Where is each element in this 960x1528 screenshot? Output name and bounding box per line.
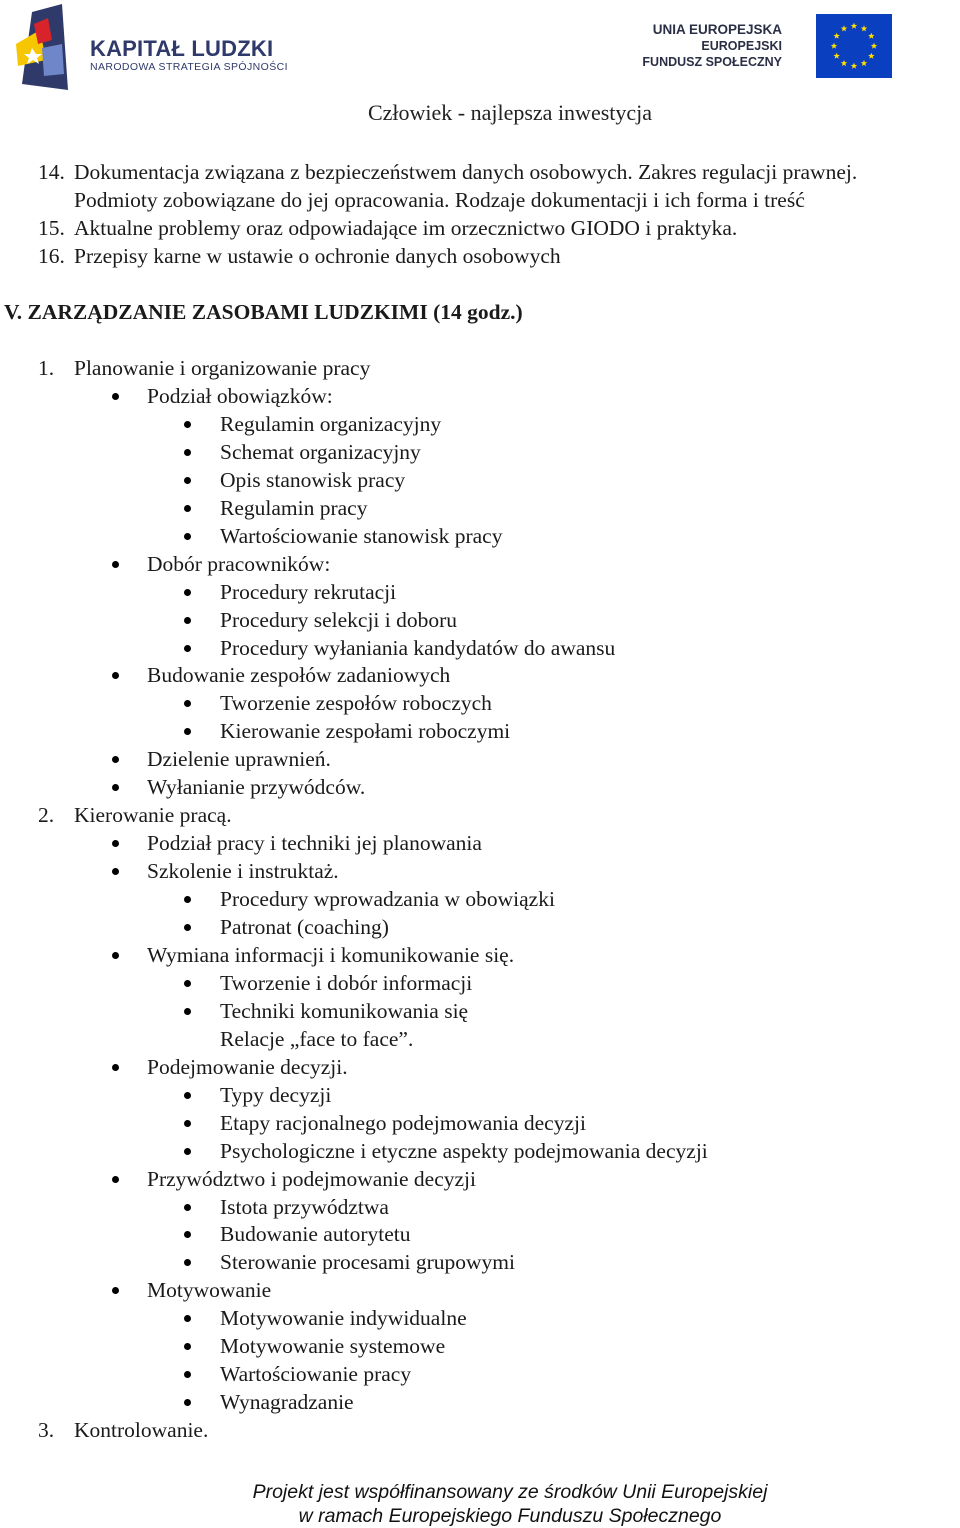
bullet-icon	[112, 561, 119, 568]
outline-item-number: 2.	[38, 803, 55, 828]
outline-item-text: Relacje „face to face”.	[220, 1026, 414, 1051]
outline-item-text: Wartościowanie pracy	[220, 1362, 412, 1387]
outline-item-text: Przywództwo i podejmowanie decyzji	[147, 1166, 476, 1191]
outline-item-text: Regulamin pracy	[220, 495, 368, 520]
outline-item-number: 3.	[38, 1418, 55, 1443]
bullet-icon	[184, 980, 191, 987]
bullet-icon	[184, 1148, 191, 1155]
bullet-icon	[184, 421, 191, 428]
outline-item-text: Procedury wyłaniania kandydatów do awansu	[220, 635, 616, 660]
outline-item-text: Psychologiczne i etyczne aspekty podejmowania decyzji	[220, 1138, 708, 1163]
outline-item-text: Wartościowanie stanowisk pracy	[220, 523, 503, 548]
outline-item-text: Podział pracy i techniki jej planowania	[147, 831, 482, 856]
intro-item-number: 15.	[38, 216, 65, 240]
intro-item-number: 16.	[38, 244, 65, 268]
outline-item-text: Kierowanie pracą.	[74, 803, 232, 828]
outline-item-text: Etapy racjonalnego podejmowania decyzji	[220, 1110, 586, 1135]
intro-item-text: Przepisy karne w ustawie o ochronie danych osobowych	[74, 244, 561, 268]
eu-logo-line1: UNIA EUROPEJSKA	[652, 22, 782, 37]
bullet-icon	[184, 533, 191, 540]
footer-line2: w ramach Europejskiego Funduszu Społecznego	[298, 1505, 722, 1527]
bullet-icon	[184, 1399, 191, 1406]
outline-item-text: Opis stanowisk pracy	[220, 467, 406, 492]
bullet-icon	[112, 672, 119, 679]
bullet-icon	[112, 393, 119, 400]
bullet-icon	[112, 840, 119, 847]
outline-item-text: Wyłanianie przywódców.	[147, 775, 366, 800]
bullet-icon	[112, 756, 119, 763]
outline-item-text: Procedury rekrutacji	[220, 579, 397, 604]
bullet-icon	[112, 784, 119, 791]
bullet-icon	[184, 1259, 191, 1266]
footer-line1: Projekt jest współfinansowany ze środków Unii Europejskiej	[252, 1481, 768, 1503]
bullet-icon	[112, 1176, 119, 1183]
section-heading: V. ZARZĄDZANIE ZASOBAMI LUDZKIMI (14 godz.)	[4, 300, 523, 324]
outline-item-text: Istota przywództwa	[220, 1194, 389, 1219]
bullet-icon	[184, 728, 191, 735]
outline-item-text: Budowanie zespołów zadaniowych	[147, 663, 451, 688]
outline-item-text: Regulamin organizacyjny	[220, 411, 442, 436]
bullet-icon	[112, 952, 119, 959]
eu-logo-text	[642, 22, 782, 70]
bullet-icon	[184, 505, 191, 512]
intro-item-14-continuation: Podmioty zobowiązane do jej opracowania. Rodzaje dokumentacji i ich forma i treść	[74, 188, 805, 212]
kapital-ludzki-title: KAPITAŁ LUDZKI	[90, 36, 274, 61]
outline-item-text: Procedury wprowadzania w obowiązki	[220, 887, 555, 912]
bullet-icon	[184, 896, 191, 903]
intro-item-number: 14.	[38, 160, 65, 184]
outline-item-text: Wymiana informacji i komunikowanie się.	[147, 942, 515, 967]
outline-item-number: 1.	[38, 356, 55, 380]
footer	[0, 1480, 960, 1528]
bullet-icon	[184, 589, 191, 596]
outline-item-text: Wynagradzanie	[220, 1390, 354, 1415]
intro-item-text: Dokumentacja związana z bezpieczeństwem danych osobowych. Zakres regulacji prawnej.	[74, 160, 858, 184]
eu-logo	[640, 12, 896, 82]
bullet-icon	[184, 924, 191, 931]
kapital-ludzki-logo	[12, 4, 292, 94]
kapital-ludzki-subtitle: NARODOWA STRATEGIA SPÓJNOŚCI	[90, 61, 288, 73]
outline-item-text: Kierowanie zespołami roboczymi	[220, 719, 511, 744]
outline-item-text: Tworzenie zespołów roboczych	[220, 691, 492, 716]
bullet-icon	[184, 1371, 191, 1378]
bullet-icon	[184, 1231, 191, 1238]
bullet-icon	[184, 1120, 191, 1127]
kapital-ludzki-emblem-icon	[12, 4, 82, 94]
eu-logo-line3: FUNDUSZ SPOŁECZNY	[642, 55, 782, 69]
outline-item-text: Podział obowiązków:	[147, 383, 333, 408]
outline-item-text: Sterowanie procesami grupowymi	[220, 1250, 515, 1275]
outline-item-text: Tworzenie i dobór informacji	[220, 970, 473, 995]
outline-item-text: Kontrolowanie.	[74, 1418, 209, 1443]
tagline: Człowiek - najlepsza inwestycja	[367, 100, 653, 125]
outline-item-text: Motywowanie systemowe	[220, 1334, 446, 1359]
intro-item-text: Aktualne problemy oraz odpowiadające im orzecznictwo GIODO i praktyka.	[74, 216, 738, 240]
bullet-icon	[184, 449, 191, 456]
bullet-icon	[184, 700, 191, 707]
bullet-icon	[184, 1008, 191, 1015]
eu-logo-line2: EUROPEJSKI	[701, 39, 782, 53]
bullet-icon	[184, 1204, 191, 1211]
outline-item-text: Motywowanie	[147, 1278, 272, 1303]
outline-item-text: Procedury selekcji i doboru	[220, 607, 458, 632]
bullet-icon	[184, 645, 191, 652]
outline-item-text: Schemat organizacyjny	[220, 439, 421, 464]
bullet-icon	[112, 1287, 119, 1294]
eu-flag-icon	[816, 14, 892, 78]
outline-item-text: Motywowanie indywidualne	[220, 1306, 467, 1331]
outline-item-text: Dzielenie uprawnień.	[147, 747, 331, 772]
bullet-icon	[184, 1092, 191, 1099]
bullet-icon	[112, 1064, 119, 1071]
bullet-icon	[184, 477, 191, 484]
outline-item-text: Patronat (coaching)	[220, 915, 389, 939]
bullet-icon	[184, 617, 191, 624]
outline-item-text: Szkolenie i instruktaż.	[147, 859, 339, 884]
outline-item-text: Planowanie i organizowanie pracy	[74, 356, 371, 380]
outline-item-text: Typy decyzji	[220, 1082, 332, 1107]
bullet-icon	[184, 1315, 191, 1322]
outline-item-text: Budowanie autorytetu	[220, 1222, 411, 1247]
bullet-icon	[184, 1343, 191, 1350]
outline-item-text: Dobór pracowników:	[147, 551, 331, 576]
bullet-icon	[112, 868, 119, 875]
outline-item-text: Podejmowanie decyzji.	[147, 1054, 348, 1079]
outline-item-text: Techniki komunikowania się	[220, 998, 469, 1023]
